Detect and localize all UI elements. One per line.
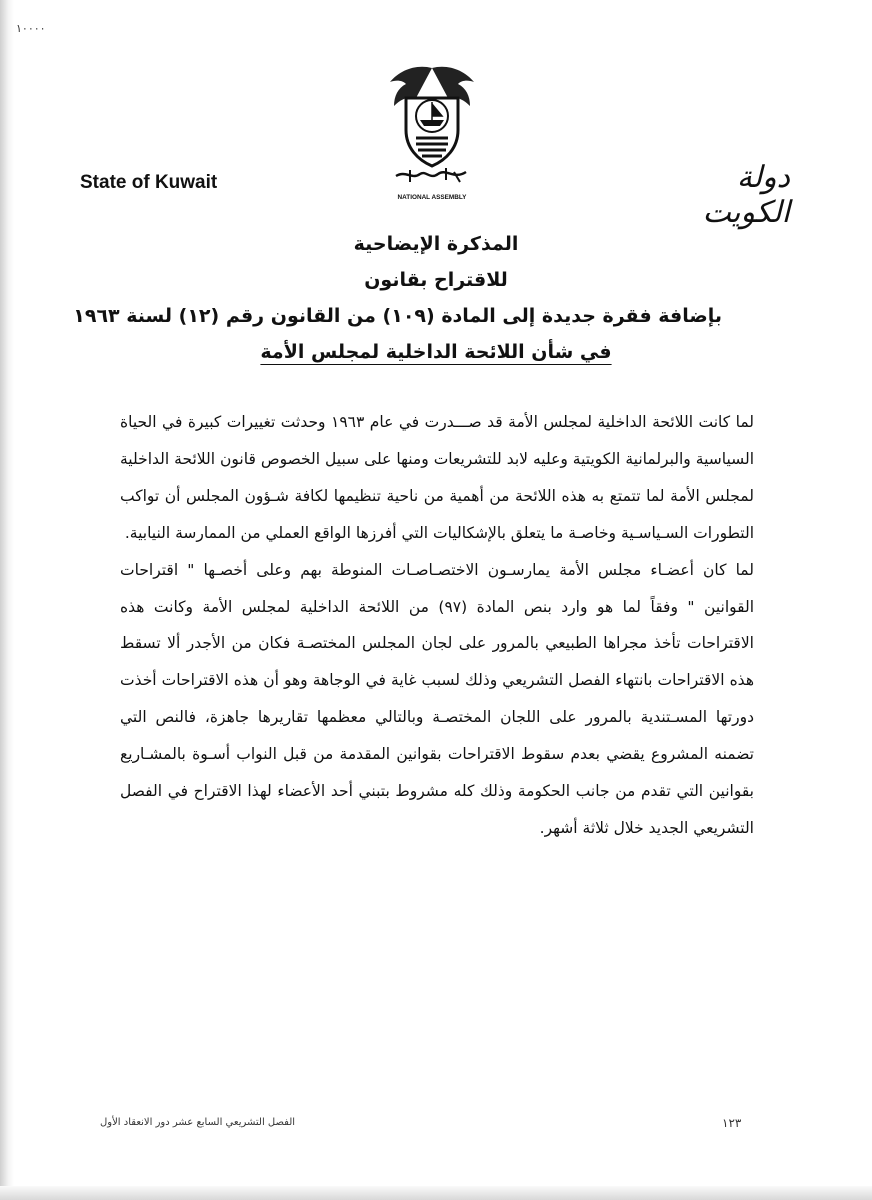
memo-title-line-4: في شأن اللائحة الداخلية لمجلس الأمة bbox=[260, 341, 612, 363]
memo-paragraph-2: لما كان أعضـاء مجلس الأمة يمارسـون الاختصـاصـات المنوطة بهم وعلى أخصـها " اقتراحات القوانين " وفقاً لما هو وارد بنص المادة (٩٧) من اللائحة الداخلية لمجلس الأمة وكانت هذه الاقتراحات تأخذ مجراها الطبيعي بالمرور على لجان المجلس المختصـة فكان من الأجدر ألا تسقط هذه الاقتراحات بانتهاء الفصل التشريعي وذلك لسبب غاية في الوجاهة وهو أن هذه الاقتراحات أخذت دورتها المسـتندية بالمرور على اللجان المختصـة وبالتالي معظمها تقاريرها جاهزة، فالنص التي تضمنه المشروع يقضي بعدم سقوط الاقتراحات بقوانين المقدمة من قبل النواب أسـوة بالمشـاريع بقوانين التي تقدم من جانب الحكومة وذلك كله مشروط بتبني أحد الأعضاء لهذا الاقتراح في الفصل التشريعي الجديد خلال ثلاثة أشهر. bbox=[120, 560, 754, 837]
corner-reference-number: ١٠٠٠٠ bbox=[16, 22, 46, 35]
memo-title-block bbox=[73, 226, 722, 370]
memo-body bbox=[120, 404, 754, 847]
memo-title-line-2: للاقتراح بقانون bbox=[364, 269, 508, 291]
national-assembly-emblem-icon bbox=[376, 58, 488, 202]
state-of-kuwait-english: State of Kuwait bbox=[80, 172, 218, 193]
scan-bottom-edge bbox=[0, 1186, 872, 1200]
scan-left-edge bbox=[0, 0, 14, 1200]
footer-session-label: الفصل التشريعي السابع عشر دور الانعقاد الأول bbox=[100, 1117, 296, 1128]
memo-title-line-1: المذكرة الإيضاحية bbox=[353, 233, 519, 255]
memo-paragraph-1: لما كانت اللائحة الداخلية لمجلس الأمة قد صـــدرت في عام ١٩٦٣ وحدثت تغييرات كبيرة في الحياة السياسية والبرلمانية الكويتية وعليه لابد للتشريعات ومنها على سبيل الخصوص قانون اللائحة الداخلية لمجلس الأمة لما تتمتع به هذه اللائحة من أهمية من ناحية تنظيمها لكافة شـؤون المجلس أن تواكب التطورات السـياسـية وخاصـة ما يتعلق بالإشكاليات التي أفرزها الواقع العملي من الممارسة النيابية. bbox=[120, 413, 754, 542]
svg-text:NATIONAL ASSEMBLY: NATIONAL ASSEMBLY bbox=[397, 194, 467, 201]
state-of-kuwait-arabic: دولة الكويت bbox=[702, 160, 790, 230]
memo-title-line-3: بإضافة فقرة جديدة إلى المادة (١٠٩) من القانون رقم (١٢) لسنة ١٩٦٣ bbox=[73, 305, 722, 327]
footer-page-number: ١٢٣ bbox=[722, 1116, 742, 1130]
